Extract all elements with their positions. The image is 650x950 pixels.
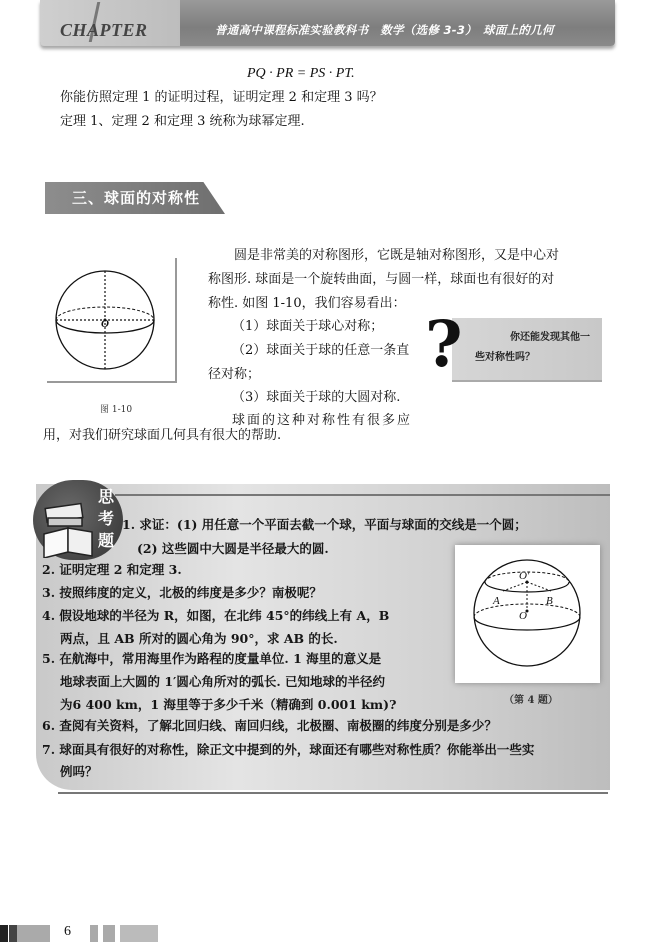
- body-line: 称性. 如图 1-10，我们容易看出：: [208, 296, 406, 311]
- label-o: O: [519, 610, 527, 622]
- footer-block: [103, 925, 115, 942]
- chapter-label: CHAPTER: [60, 20, 148, 40]
- question-mark-icon: ?: [425, 307, 463, 382]
- exercise-item: (2) 这些圆中大圆是半径最大的圆.: [137, 541, 329, 556]
- exercise-item: 2. 证明定理 2 和定理 3.: [42, 562, 182, 577]
- label-o-prime: O′: [519, 570, 530, 582]
- symmetry-item: （1）球面关于球心对称；: [232, 319, 384, 334]
- formula: PQ · PR = PS · PT.: [247, 66, 355, 81]
- intro-line: 定理 1、定理 2 和定理 3 统称为球幂定理.: [60, 114, 305, 129]
- footer-block: [120, 925, 158, 942]
- think-icon-label: [94, 486, 118, 552]
- hint-line: 你还能发现其他一: [510, 332, 590, 343]
- section-title: 三、球面的对称性: [72, 189, 201, 207]
- footer-block: [9, 925, 17, 942]
- footer-block: [90, 925, 98, 942]
- exercise-item: 3. 按照纬度的定义，北极的纬度是多少？南极呢？: [42, 585, 322, 600]
- figure-1-10-frame: [47, 258, 177, 383]
- exercise-item: 7. 球面具有很好的对称性，除正文中提到的外，球面还有哪些对称性质？你能举出一些实: [42, 742, 535, 757]
- page-number: 6: [64, 924, 71, 939]
- sphere-diagram: [47, 258, 175, 381]
- exercise-4-figure: [455, 545, 600, 683]
- footer-block: [0, 925, 8, 942]
- hint-line: 些对称性吗？: [475, 352, 535, 363]
- exercise-item: 5. 在航海中，常用海里作为路程的度量单位. 1 海里的意义是: [42, 651, 382, 666]
- book-title: 普通高中课程标准实验教科书 数学（选修 3-3） 球面上的几何: [215, 23, 554, 37]
- body-line: 球面的这种对称性有很多应: [232, 413, 413, 428]
- label-char: 考: [97, 509, 114, 528]
- intro-line: 你能仿照定理 1 的证明过程，证明定理 2 和定理 3 吗？: [60, 90, 383, 105]
- divider: [58, 792, 608, 794]
- exercise-item: 为6 400 km，1 海里等于多少千米（精确到 0.001 km)?: [60, 697, 397, 712]
- sphere-latitude-diagram: [455, 545, 600, 683]
- label-char: 思: [97, 487, 114, 506]
- exercise-item: 例吗？: [60, 764, 98, 779]
- exercise-item: 4. 假设地球的半径为 R，如图，在北纬 45°的纬线上有 A，B: [42, 608, 390, 623]
- label-a: A: [493, 595, 500, 607]
- divider: [115, 494, 610, 496]
- exercise-item: 两点，且 AB 所对的圆心角为 90°，求 AB 的长.: [60, 631, 338, 646]
- symmetry-item: （3）球面关于球的大圆对称.: [232, 390, 401, 405]
- label-char: 题: [97, 531, 114, 550]
- exercise-item: 地球表面上大圆的 1′圆心角所对的弧长. 已知地球的半径约: [60, 674, 386, 689]
- figure-caption: 图 1-10: [100, 405, 133, 415]
- footer-block: [17, 925, 50, 942]
- symmetry-item: 径对称；: [208, 367, 261, 382]
- exercise-item: 6. 查阅有关资料，了解北回归线、南回归线，北极圈、南极圈的纬度分别是多少？: [42, 718, 497, 733]
- body-line: 称图形. 球面是一个旋转曲面，与圆一样，球面也有很好的对: [208, 272, 555, 287]
- label-b: B: [546, 595, 553, 607]
- book-icon: [40, 500, 98, 558]
- exercise-item: 1. 求证：(1) 用任意一个平面去截一个球，平面与球面的交线是一个圆；: [122, 517, 527, 532]
- symmetry-item: （2）球面关于球的任意一条直: [232, 343, 410, 358]
- center-label-o: O: [101, 318, 109, 330]
- body-line: 用，对我们研究球面几何具有很大的帮助.: [43, 428, 282, 443]
- body-line: 圆是非常美的对称图形，它既是轴对称图形，又是中心对: [234, 248, 560, 263]
- exercise-4-caption: （第 4 题）: [504, 695, 558, 706]
